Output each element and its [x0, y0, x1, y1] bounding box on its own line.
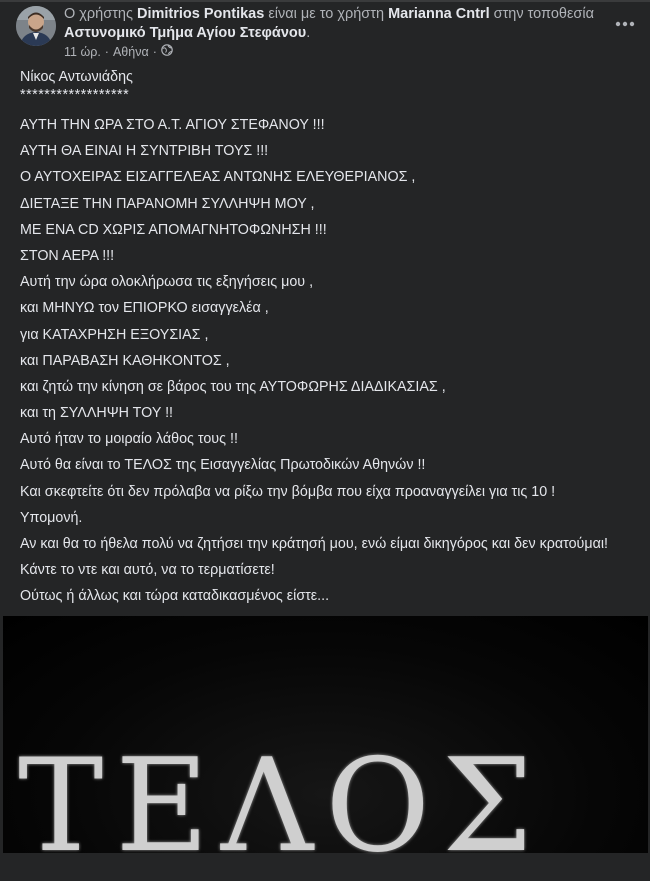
tagged-user-link[interactable]: Marianna Cntrl — [388, 6, 490, 22]
ellipsis-icon — [615, 21, 635, 27]
post-time-link[interactable]: 11 ώρ. — [64, 44, 101, 59]
globe-icon[interactable] — [161, 44, 173, 59]
post-text-line: Αυτό ήταν το μοιραίο λάθος τους !! — [20, 431, 238, 448]
more-options-button[interactable] — [611, 10, 639, 38]
post-text-line: Κάντε το ντε και αυτό, να το τερματίσετε! — [20, 562, 275, 579]
post-text-line: Αυτό θα είναι το ΤΕΛΟΣ της Εισαγγελίας Πρωτοδικών Αθηνών !! — [20, 457, 426, 474]
post-text-line: για ΚΑΤΑΧΡΗΣΗ ΕΞΟΥΣΙΑΣ , — [20, 326, 209, 343]
post-text-line: και ζητώ την κίνηση σε βάρος του της ΑΥΤΟΦΩΡΗΣ ΔΙΑΔΙΚΑΣΙΑΣ , — [20, 378, 446, 395]
header-prefix: Ο χρήστης — [64, 6, 133, 22]
post-text-line: Αν και θα το ήθελα πολύ να ζητήσει την κράτησή μου, ενώ είμαι δικηγόρος και δεν κρατούμαι! — [20, 536, 609, 552]
post-meta — [64, 44, 173, 59]
post-text — [20, 66, 645, 610]
post-header — [64, 5, 634, 43]
post-text-line: Αυτή την ώρα ολοκλήρωσα τις εξηγήσεις μου , — [20, 274, 314, 291]
meta-separator: · — [152, 44, 157, 59]
post-text-line: Υπομονή. — [20, 509, 83, 526]
window-top-border — [0, 0, 650, 2]
author-link[interactable]: Dimitrios Pontikas — [137, 6, 265, 22]
post-text-line: και ΜΗΝΥΩ τον ΕΠΙΟΡΚΟ εισαγγελέα , — [20, 300, 269, 317]
post-text-line: ΑΥΤΗ ΤΗΝ ΩΡΑ ΣΤΟ Α.Τ. ΑΓΙΟΥ ΣΤΕΦΑΝΟΥ !!! — [20, 117, 325, 133]
post-place: Αθήνα — [112, 44, 149, 59]
post-text-line: Ούτως ή άλλως και τώρα καταδικασμένος είστε... — [20, 588, 330, 605]
header-end: . — [306, 25, 311, 41]
location-link[interactable]: Αστυνομικό Τμήμα Αγίου Στεφάνου — [64, 25, 307, 41]
post-text-line: και τη ΣΥΛΛΗΨΗ ΤΟΥ !! — [20, 405, 174, 422]
meta-separator: · — [104, 44, 109, 59]
post-text-line: ΑΥΤΗ ΘΑ ΕΙΝΑΙ Η ΣΥΝΤΡΙΒΗ ΤΟΥΣ !!! — [20, 143, 269, 160]
post-text-line: Και σκεφτείτε ότι δεν πρόλαβα να ρίξω την βόμβα που είχα προαναγγείλει για τις 10 ! — [20, 483, 556, 500]
separator-stars: ****************** — [20, 87, 130, 103]
post-text-line: και ΠΑΡΑΒΑΣΗ ΚΑΘΗΚΟΝΤΟΣ , — [20, 352, 230, 369]
profile-photo — [16, 6, 56, 46]
header-mid: είναι με το χρήστη — [268, 6, 385, 22]
post-text-line: Ο ΑΥΤΟΧΕΙΡΑΣ ΕΙΣΑΓΓΕΛΕΑΣ ΑΝΤΩΝΗΣ ΕΛΕΥΘΕΡΙΑΝΟΣ , — [20, 169, 416, 186]
post-body-lines — [20, 112, 645, 610]
post-text-line: ΔΙΕΤΑΞΕ ΤΗΝ ΠΑΡΑΝΟΜΗ ΣΥΛΛΗΨΗ ΜΟΥ , — [20, 195, 315, 212]
post-text-line: ΜΕ ΕΝΑ CD ΧΩΡΙΣ ΑΠΟΜΑΓΝΗΤΟΦΩΝΗΣΗ !!! — [20, 221, 327, 238]
signature: Νίκος Αντωνιάδης — [20, 69, 133, 85]
avatar[interactable] — [16, 6, 56, 46]
image-caption-word: ΤΕΛΟΣ — [18, 732, 545, 881]
header-location-prefix: στην τοποθεσία — [493, 6, 594, 22]
post-text-line: ΣΤΟΝ ΑΕΡΑ !!! — [20, 247, 115, 264]
